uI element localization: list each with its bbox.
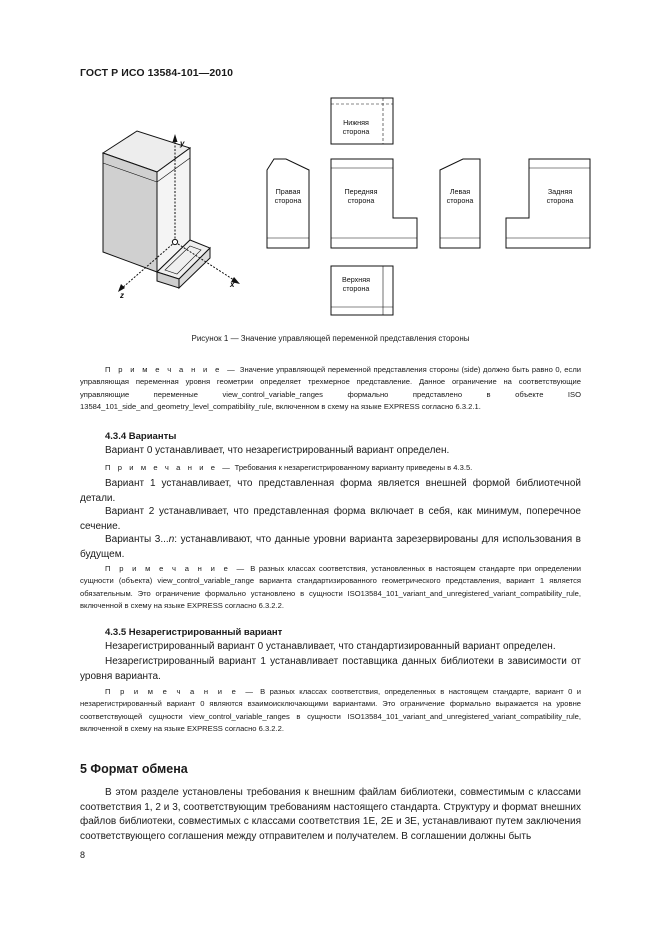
note-text: Требования к незарегистрированному варианту приведены в 4.3.5. xyxy=(234,463,473,472)
axis-label-z: z xyxy=(120,291,124,300)
label-bottom-line2: сторона xyxy=(342,127,370,136)
axis-label-x: x xyxy=(230,280,235,289)
isometric-block xyxy=(103,131,240,292)
paragraph: Незарегистрированный вариант 0 устанавливает, что стандартизированный вариант определен. xyxy=(105,641,556,652)
label-left-line2: сторона xyxy=(446,196,474,205)
label-right-line1: Правая xyxy=(275,187,301,196)
page-number: 8 xyxy=(80,850,86,860)
label-front-line1: Передняя xyxy=(344,187,378,196)
note-conformance xyxy=(80,563,581,612)
paragraph-prefix: Варианты 3... xyxy=(105,534,169,545)
paragraph: В этом разделе установлены требования к внешним файлам библиотеки, совместимым с классами соответствия 1, 2 и 3, соответствующим требованиям настоящего стандарта. Структуру и формат внешних файлов библиотеки, совместимых с классами соответствия 1E, 2E и 3E, устанавливают путем заключения соответствующего соглашения между отправителем и получателем. В соглашении должны быть xyxy=(80,787,581,842)
paragraph: Вариант 2 устанавливает, что представленная форма включает в себя, как минимум, поперечное сечение. xyxy=(80,506,581,532)
note-mutually-exclusive xyxy=(80,686,581,735)
document-header: ГОСТ Р ИСО 13584-101—2010 xyxy=(80,67,234,79)
section-heading-5: 5 Формат обмена xyxy=(80,762,188,776)
note-label: П р и м е ч а н и е — xyxy=(105,463,233,472)
paragraph xyxy=(80,533,581,562)
paragraph: Незарегистрированный вариант 1 устанавливает поставщика данных библиотеки в зависимости от уровня варианта. xyxy=(80,656,581,682)
figure-caption: Рисунок 1 — Значение управляющей переменной представления стороны xyxy=(191,334,470,343)
figure-side-views xyxy=(95,92,595,327)
label-front-line2: сторона xyxy=(347,196,375,205)
section-heading-4-3-5: 4.3.5 Незарегистрированный вариант xyxy=(105,627,283,638)
paragraph: Вариант 1 устанавливает, что представленная форма является внешней формой библиотечной детали. xyxy=(80,478,581,504)
paragraph: Вариант 0 устанавливает, что незарегистрированный вариант определен. xyxy=(105,445,450,456)
note-side-value xyxy=(80,364,581,413)
label-left-line1: Левая xyxy=(449,187,471,196)
axis-label-y: y xyxy=(180,139,185,148)
note-label: П р и м е ч а н и е — xyxy=(105,687,256,696)
label-back-line1: Задняя xyxy=(547,187,573,196)
label-top-line1: Верхняя xyxy=(341,275,371,284)
label-top-line2: сторона xyxy=(342,284,370,293)
block-side-face xyxy=(103,153,157,272)
label-right-line2: сторона xyxy=(274,196,302,205)
note-label: П р и м е ч а н и е — xyxy=(105,365,238,374)
section-heading-4-3-4: 4.3.4 Варианты xyxy=(105,431,177,442)
label-back-line2: сторона xyxy=(546,196,574,205)
paragraph-suffix: : устанавливают, что данные уровни варианта зарезервированы для использования в будущем. xyxy=(80,534,581,560)
note-text: В разных классах соответствия, определенных в настоящем стандарте, вариант 0 и незарегистрированный вариант 0 являются взаимоисключающими вариантами. Это ограничение формально выражается на уровне соответствующей сущности view_control_variable_ranges в сущности ISO13584_101_variant_and_unregistered_variant_compatibility_rule, включенной в схему на языке EXPRESS согласно 6.3.2.2. xyxy=(80,687,582,733)
label-bottom-line1: Нижняя xyxy=(343,118,369,127)
variable-n: n xyxy=(168,534,175,545)
note-label: П р и м е ч а н и е — xyxy=(105,564,247,573)
note-text: В разных классах соответствия, установленных в настоящем стандарте при определении сущности (объекта) view_control_variable_range варианта стандартизированного геометрического представления, вариант 1 является обязательным. Это ограничение формально установлено в сущности ISO13584_101_variant_and_unregistered_variant_compatibility_rule, включенной в схему на языке EXPRESS согласно 6.3.2.2. xyxy=(80,564,581,610)
note-unregistered xyxy=(80,462,581,474)
note-text: Значение управляющей переменной представления стороны (side) должно быть равно 0, если управляющая переменная уровня геометрии определяет трехмерное представление. Данное ограничение на соответствующие управляющие переменные view_control_variable_ranges формально представлено в объекте ISO 13584_101_side_and_geometry_level_compatibility_rule, включенном в схему на языке EXPRESS согласно 6.3.2.1. xyxy=(80,365,581,411)
